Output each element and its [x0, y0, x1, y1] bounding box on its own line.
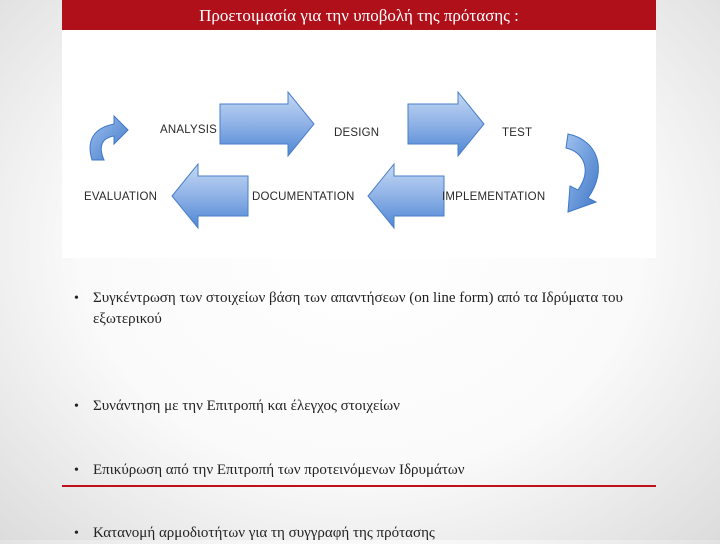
- bullet-marker: •: [74, 399, 79, 414]
- bullet-text: Επικύρωση από την Επιτροπή των προτεινόμενων Ιδρυμάτων: [93, 462, 465, 478]
- bullet-list: [74, 288, 654, 541]
- list-item: [74, 288, 654, 330]
- stage-analysis: ANALYSIS: [160, 124, 217, 136]
- stage-evaluation: EVALUATION: [84, 191, 158, 203]
- stage-documentation: DOCUMENTATION: [252, 191, 355, 203]
- process-cycle-svg: [62, 30, 656, 258]
- bottom-divider: [62, 485, 656, 487]
- bullet-marker: •: [74, 526, 79, 541]
- curved-arrow-up-icon: [90, 116, 128, 160]
- list-item: [74, 460, 654, 481]
- arrow-left-1-icon: [172, 164, 248, 228]
- stage-test: TEST: [502, 127, 533, 139]
- curved-arrow-down-icon: [566, 134, 598, 212]
- bullet-marker: •: [74, 291, 79, 306]
- bullet-text: Συνάντηση με την Επιτροπή και έλεγχος στοιχείων: [93, 398, 400, 414]
- list-item: [74, 396, 654, 417]
- bullet-marker: •: [74, 463, 79, 478]
- arrow-left-2-icon: [368, 164, 444, 228]
- bullet-text: Συγκέντρωση των στοιχείων βάση των απαντήσεων (on line form) από τα Ιδρύματα του εξωτερικού: [93, 290, 623, 327]
- list-item: [74, 523, 654, 544]
- process-cycle-diagram: [62, 30, 656, 258]
- bullet-text: Κατανομή αρμοδιοτήτων για τη συγγραφή της πρότασης: [93, 525, 435, 541]
- stage-implementation: IMPLEMENTATION: [442, 191, 546, 203]
- stage-design: DESIGN: [334, 127, 380, 139]
- arrow-right-2-icon: [408, 92, 484, 156]
- arrow-right-1-icon: [220, 92, 314, 156]
- slide-title: Προετοιμασία για την υποβολή της πρότασης :: [62, 0, 656, 30]
